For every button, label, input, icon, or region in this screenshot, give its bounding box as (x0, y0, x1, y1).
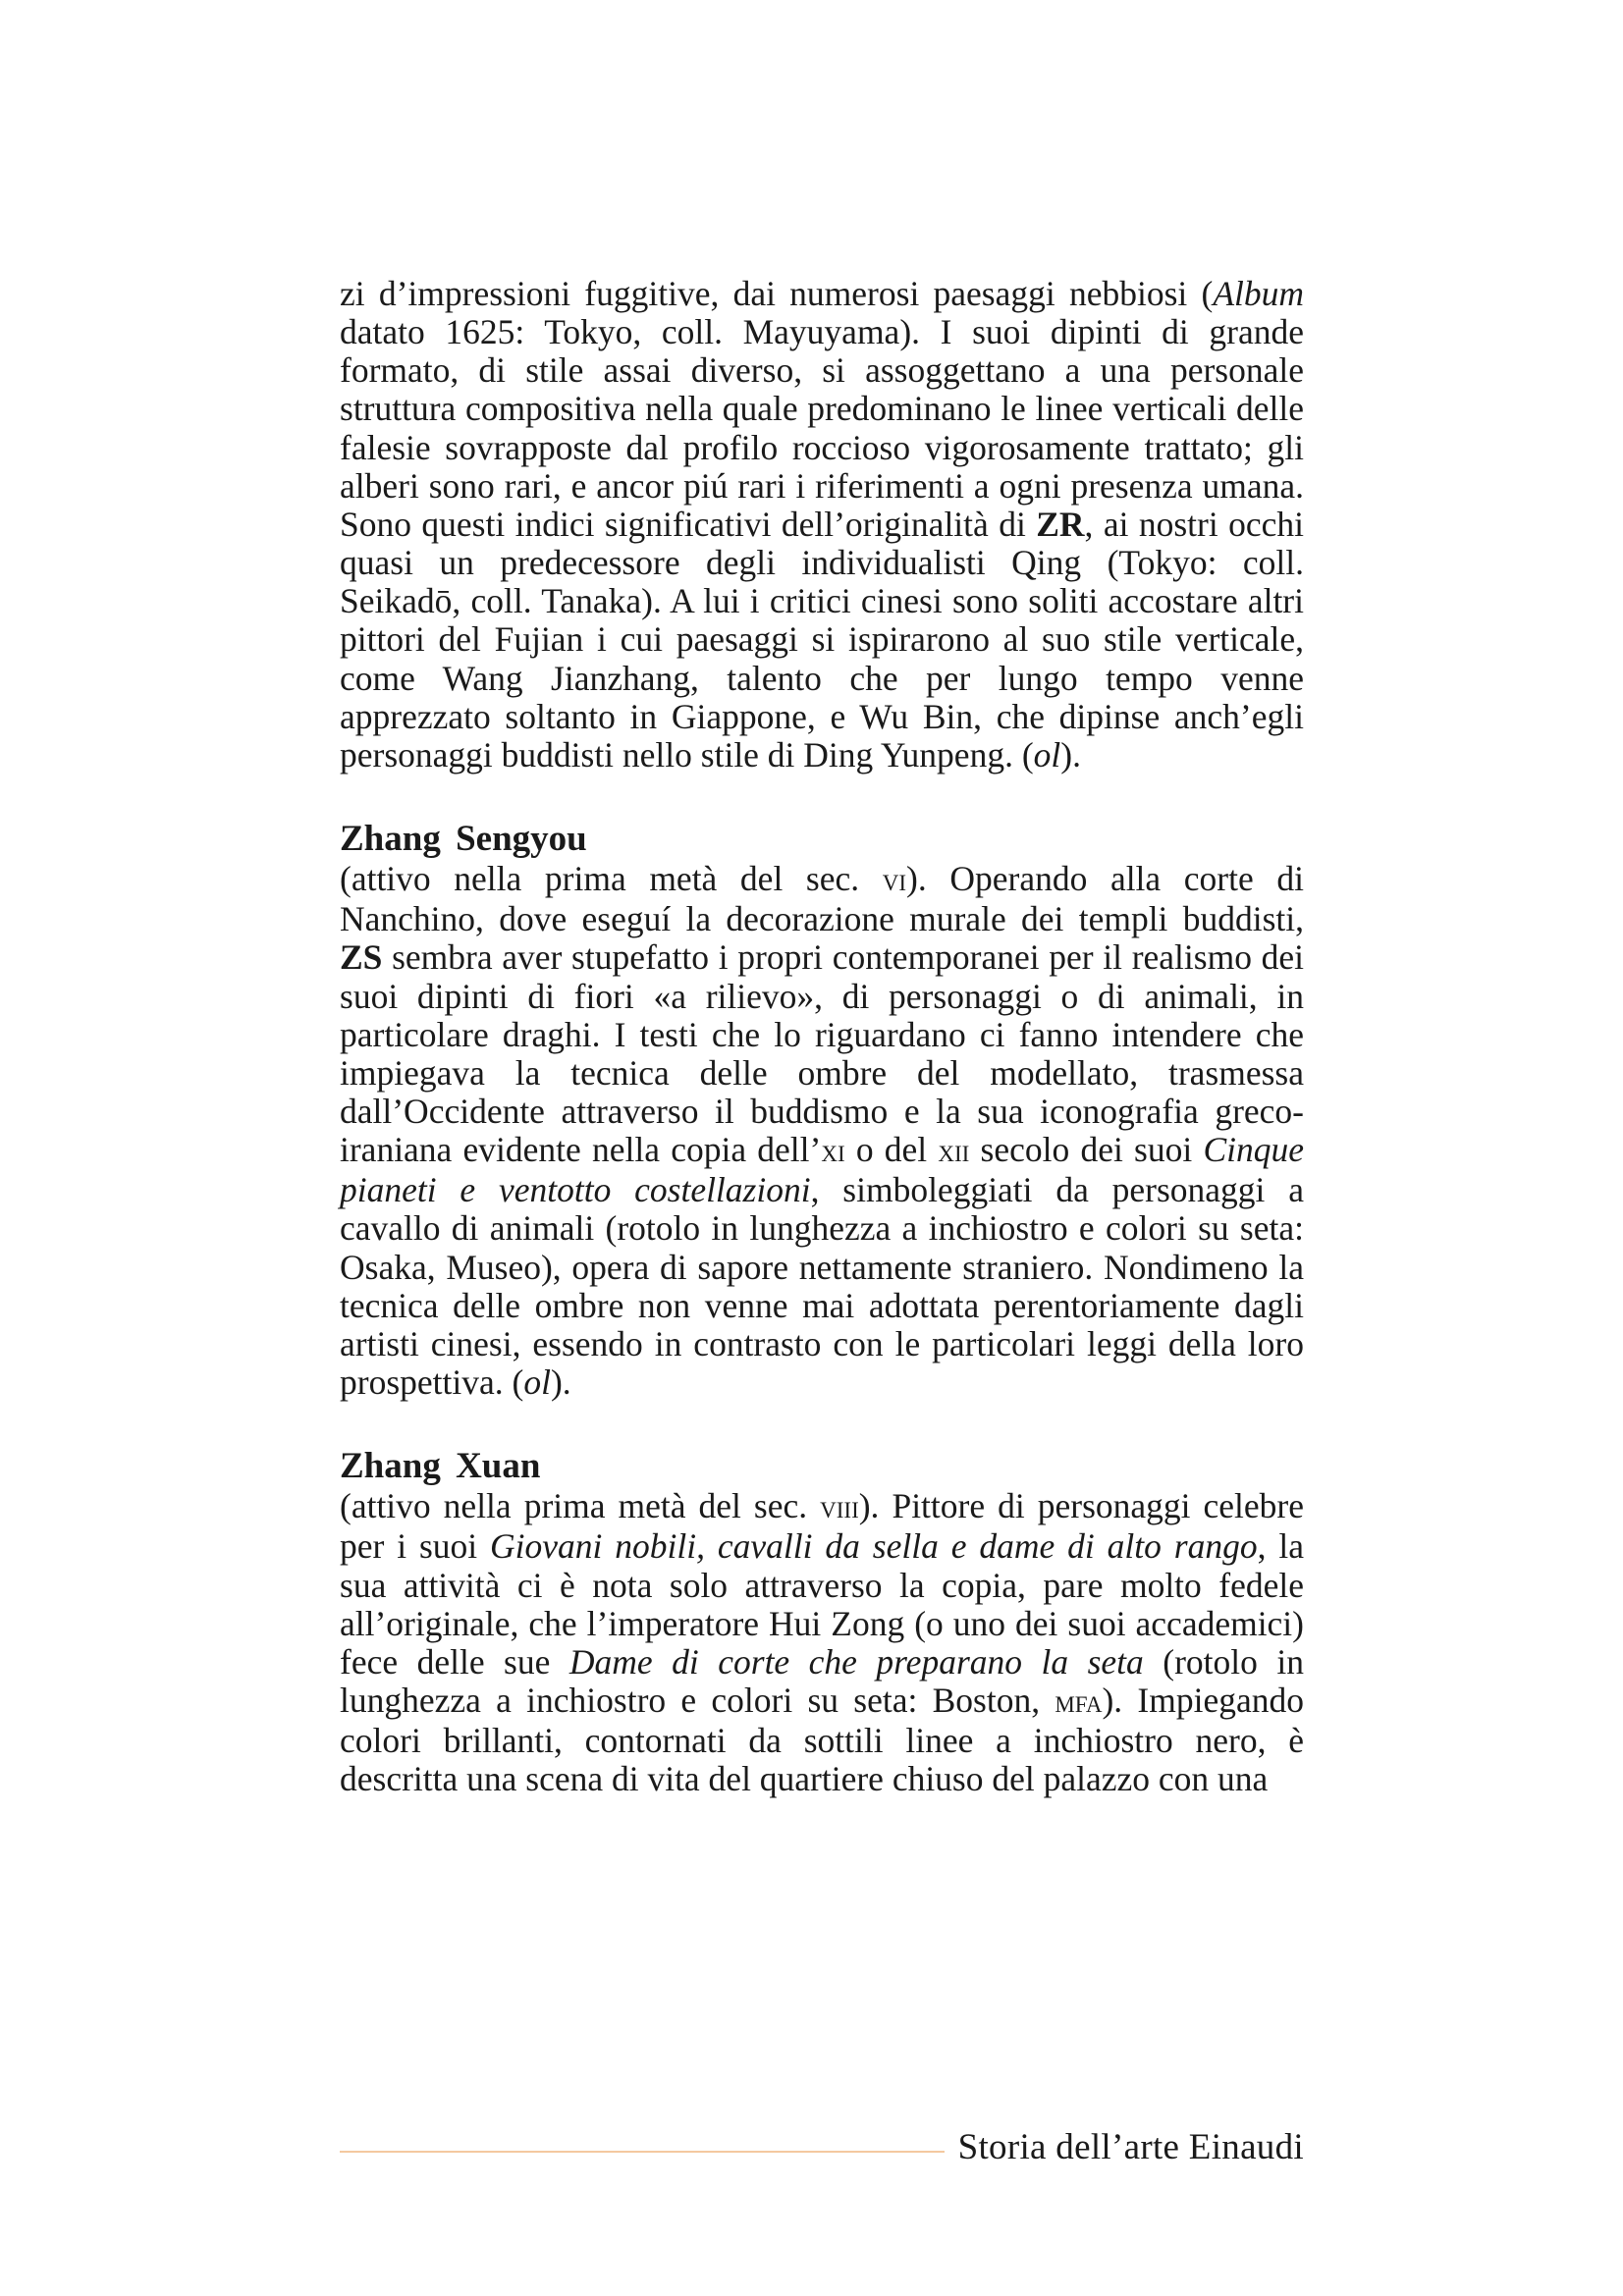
entry-text-zhang-sengyou (340, 860, 1304, 1402)
footer-publication-title: Storia dell’arte Einaudi (957, 2126, 1304, 2167)
italic-run: Dame di corte che preparano la seta (568, 1641, 1144, 1682)
text-run: ). Operando alla corte di Nanchino, dove eseguí la decorazione murale dei templi buddisti, (340, 859, 1304, 939)
italic-run: ol (1033, 734, 1061, 774)
page-footer (340, 2125, 1304, 2168)
footer-rule (340, 2151, 945, 2153)
text-run: o del (844, 1130, 939, 1170)
text-run: , simboleggiati da personaggi a cavallo di animali (rotolo in lunghezza a inchiostro e colori su seta: Osaka, Museo), opera di sapore nettamente straniero. Nondimeno la tecnica delle ombre non venne mai adottata perentoriamente dagli artisti cinesi, essendo in contrasto con le particolari leggi della loro prospettiva. ( (340, 1170, 1304, 1403)
text-run: , la sua attività ci è nota solo attraverso la copia, pare molto fedele all’originale, che l’imperatore Hui Zong (o uno dei suoi accademici) fece delle sue (340, 1526, 1304, 1682)
bold-abbreviation: ZS (340, 937, 383, 978)
text-run: (rotolo in lunghezza a inchiostro e colori su seta: Boston, (340, 1641, 1304, 1720)
text-run: zi d’impressioni fuggitive, dai numerosi paesaggi nebbiosi ( (340, 274, 1214, 313)
text-run: ). Pittore di personaggi celebre per i suoi (340, 1486, 1304, 1567)
bold-abbreviation: ZR (1036, 504, 1085, 544)
text-run: ). (1060, 734, 1081, 774)
entry-heading-zhang-xuan: Zhang Xuan (340, 1446, 541, 1487)
text-run: , ai nostri occhi quasi un predecessore degli individualisti Qing (Tokyo: coll. Seikadō, coll. Tanaka). A lui i critici cinesi sono soliti accostare altri pittori del Fujian i cui paesaggi si ispirarono al suo stile verticale, come Wang Jianzhang, talento che per lungo tempo venne apprezzato soltanto in Giappone, e Wu Bin, che dipinse anch’egli personaggi buddisti nello stile di Ding Yunpeng. ( (340, 504, 1304, 774)
article-body (340, 275, 1304, 1798)
text-run: ). (550, 1362, 571, 1403)
text-run: (attivo nella prima metà del sec. (340, 859, 883, 899)
italic-run: Album (1213, 274, 1304, 313)
small-caps-run: xii (938, 1134, 970, 1170)
entry-heading-zhang-sengyou: Zhang Sengyou (340, 819, 587, 860)
entry-continuation-text (340, 275, 1304, 774)
text-run: (attivo nella prima metà del sec. (340, 1486, 821, 1526)
text-run: sembra aver stupefatto i propri contemporanei per il realismo dei suoi dipinti di fiori «a rilievo», di personaggi o di animali, in particolare draghi. I testi che lo riguardano ci fanno intendere che impiegava la tecnica delle ombre del modellato, trasmessa dall’Occidente attraverso il buddismo e la sua iconografia greco-iraniana evidente nella copia dell’ (340, 937, 1304, 1170)
text-run: datato 1625: Tokyo, coll. Mayuyama). I suoi dipinti di grande formato, di stile assai diverso, si assoggettano a una personale struttura compositiva nella quale predominano le linee verticali delle falesie sovrapposte dal profilo roccioso vigorosamente trattato; gli alberi sono rari, e ancor piú rari i riferimenti a ogni presenza umana. Sono questi indici significativi dell’originalità di (340, 312, 1304, 544)
text-run: ). Impiegando colori brillanti, contornati da sottili linee a inchiostro nero, è descritta una scena di vita del quartiere chiuso del palazzo con una (340, 1681, 1304, 1799)
italic-run: Cinque pianeti e ventotto costellazioni (340, 1130, 1304, 1210)
italic-run: ol (523, 1362, 551, 1403)
small-caps-run: vi (882, 863, 907, 899)
small-caps-run: xi (821, 1134, 845, 1170)
italic-run: Giovani nobili, cavalli da sella e dame di alto rango (490, 1526, 1258, 1567)
text-run: secolo dei suoi (969, 1130, 1204, 1170)
small-caps-run: mfa (1055, 1684, 1103, 1720)
entry-text-zhang-xuan (340, 1487, 1304, 1798)
small-caps-run: viii (820, 1490, 859, 1526)
